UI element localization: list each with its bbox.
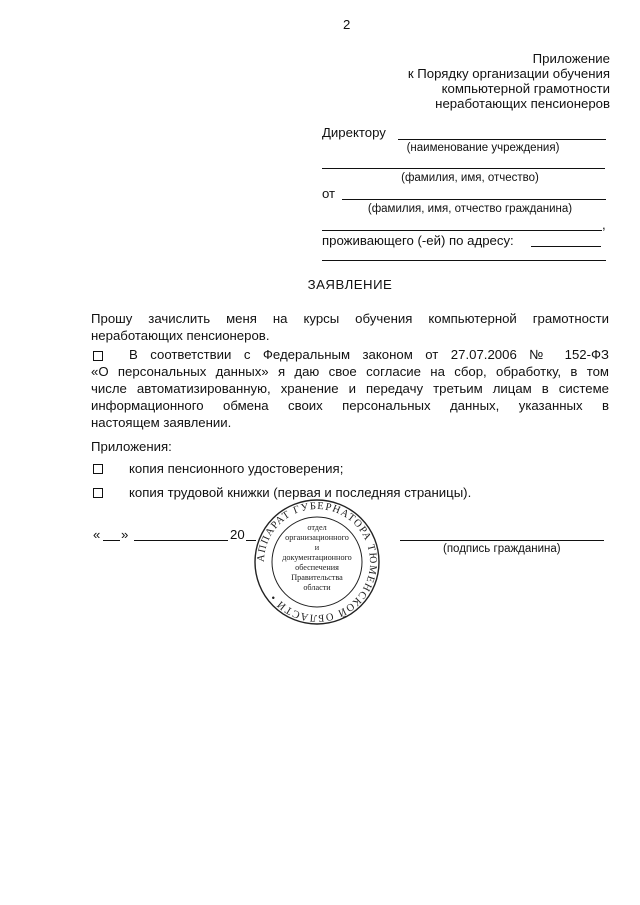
stamp-line-2: организационного — [285, 533, 349, 542]
stamp-line-6: Правительства — [291, 573, 343, 582]
consent-line-3: числе автоматизированную, хранение и передачу третьим лицам в системе — [91, 381, 609, 396]
attachment-checkbox-1[interactable] — [93, 464, 103, 474]
address-line-1 — [531, 246, 601, 247]
citizen-name-line — [342, 199, 606, 200]
citizen-name-hint: (фамилия, имя, отчество гражданина) — [367, 203, 573, 215]
signature-line — [400, 540, 604, 541]
signature-hint: (подпись гражданина) — [443, 543, 561, 555]
address-line-2 — [322, 260, 606, 261]
institution-hint: (наименование учреждения) — [406, 142, 560, 154]
attachment-item-1: копия пенсионного удостоверения; — [129, 461, 344, 476]
director-name-line — [322, 168, 605, 169]
consent-line-5: настоящем заявлении. — [91, 415, 232, 430]
year-prefix: 20 — [230, 527, 245, 542]
date-close-quote: » — [121, 527, 129, 542]
from-label: от — [322, 186, 336, 201]
attachment-checkbox-2[interactable] — [93, 488, 103, 498]
citizen-extra-line — [322, 230, 602, 231]
stamp-line-5: обеспечения — [295, 563, 339, 572]
request-line-1: Прошу зачислить меня на курсы обучения компьютерной грамотности — [91, 311, 609, 326]
attachments-label: Приложения: — [91, 439, 172, 454]
date-month-line — [134, 540, 228, 541]
stamp-ring-text: АППАРАТ ГУБЕРНАТОРА ТЮМЕНСКОЙ ОБЛАСТИ • — [255, 500, 379, 624]
request-line-2: неработающих пенсионеров. — [91, 328, 270, 343]
director-name-hint: (фамилия, имя, отчество) — [401, 172, 539, 184]
stamp-line-1: отдел — [307, 523, 327, 532]
appendix-line-4: неработающих пенсионеров — [435, 96, 610, 111]
comma: , — [602, 217, 606, 232]
stamp-line-7: области — [303, 583, 331, 592]
director-label: Директору — [322, 125, 386, 140]
consent-line-2: «О персональных данных» я даю свое согласие на сбор, обработку, в том — [91, 364, 609, 379]
consent-line-1: В соответствии с Федеральным законом от 27.07.2006 № 152-ФЗ — [129, 347, 609, 362]
appendix-line-3: компьютерной грамотности — [441, 81, 610, 96]
consent-line-4: информационного обмена своих персональных данных, указанных в — [91, 398, 609, 413]
date-day-line — [103, 540, 120, 541]
appendix-line-2: к Порядку организации обучения — [407, 66, 610, 81]
attachment-item-2: копия трудовой книжки (первая и последняя страницы). — [129, 485, 472, 500]
appendix-line-1: Приложение — [532, 51, 610, 66]
consent-checkbox[interactable] — [93, 351, 103, 361]
residing-label: проживающего (-ей) по адресу: — [322, 233, 514, 248]
official-stamp — [252, 497, 382, 627]
date-open-quote: « — [93, 527, 101, 542]
page-number: 2 — [343, 17, 351, 32]
stamp-line-4: документационного — [282, 553, 352, 562]
document-title: ЗАЯВЛЕНИЕ — [307, 277, 393, 292]
stamp-line-3: и — [314, 543, 320, 552]
director-line — [398, 139, 606, 140]
